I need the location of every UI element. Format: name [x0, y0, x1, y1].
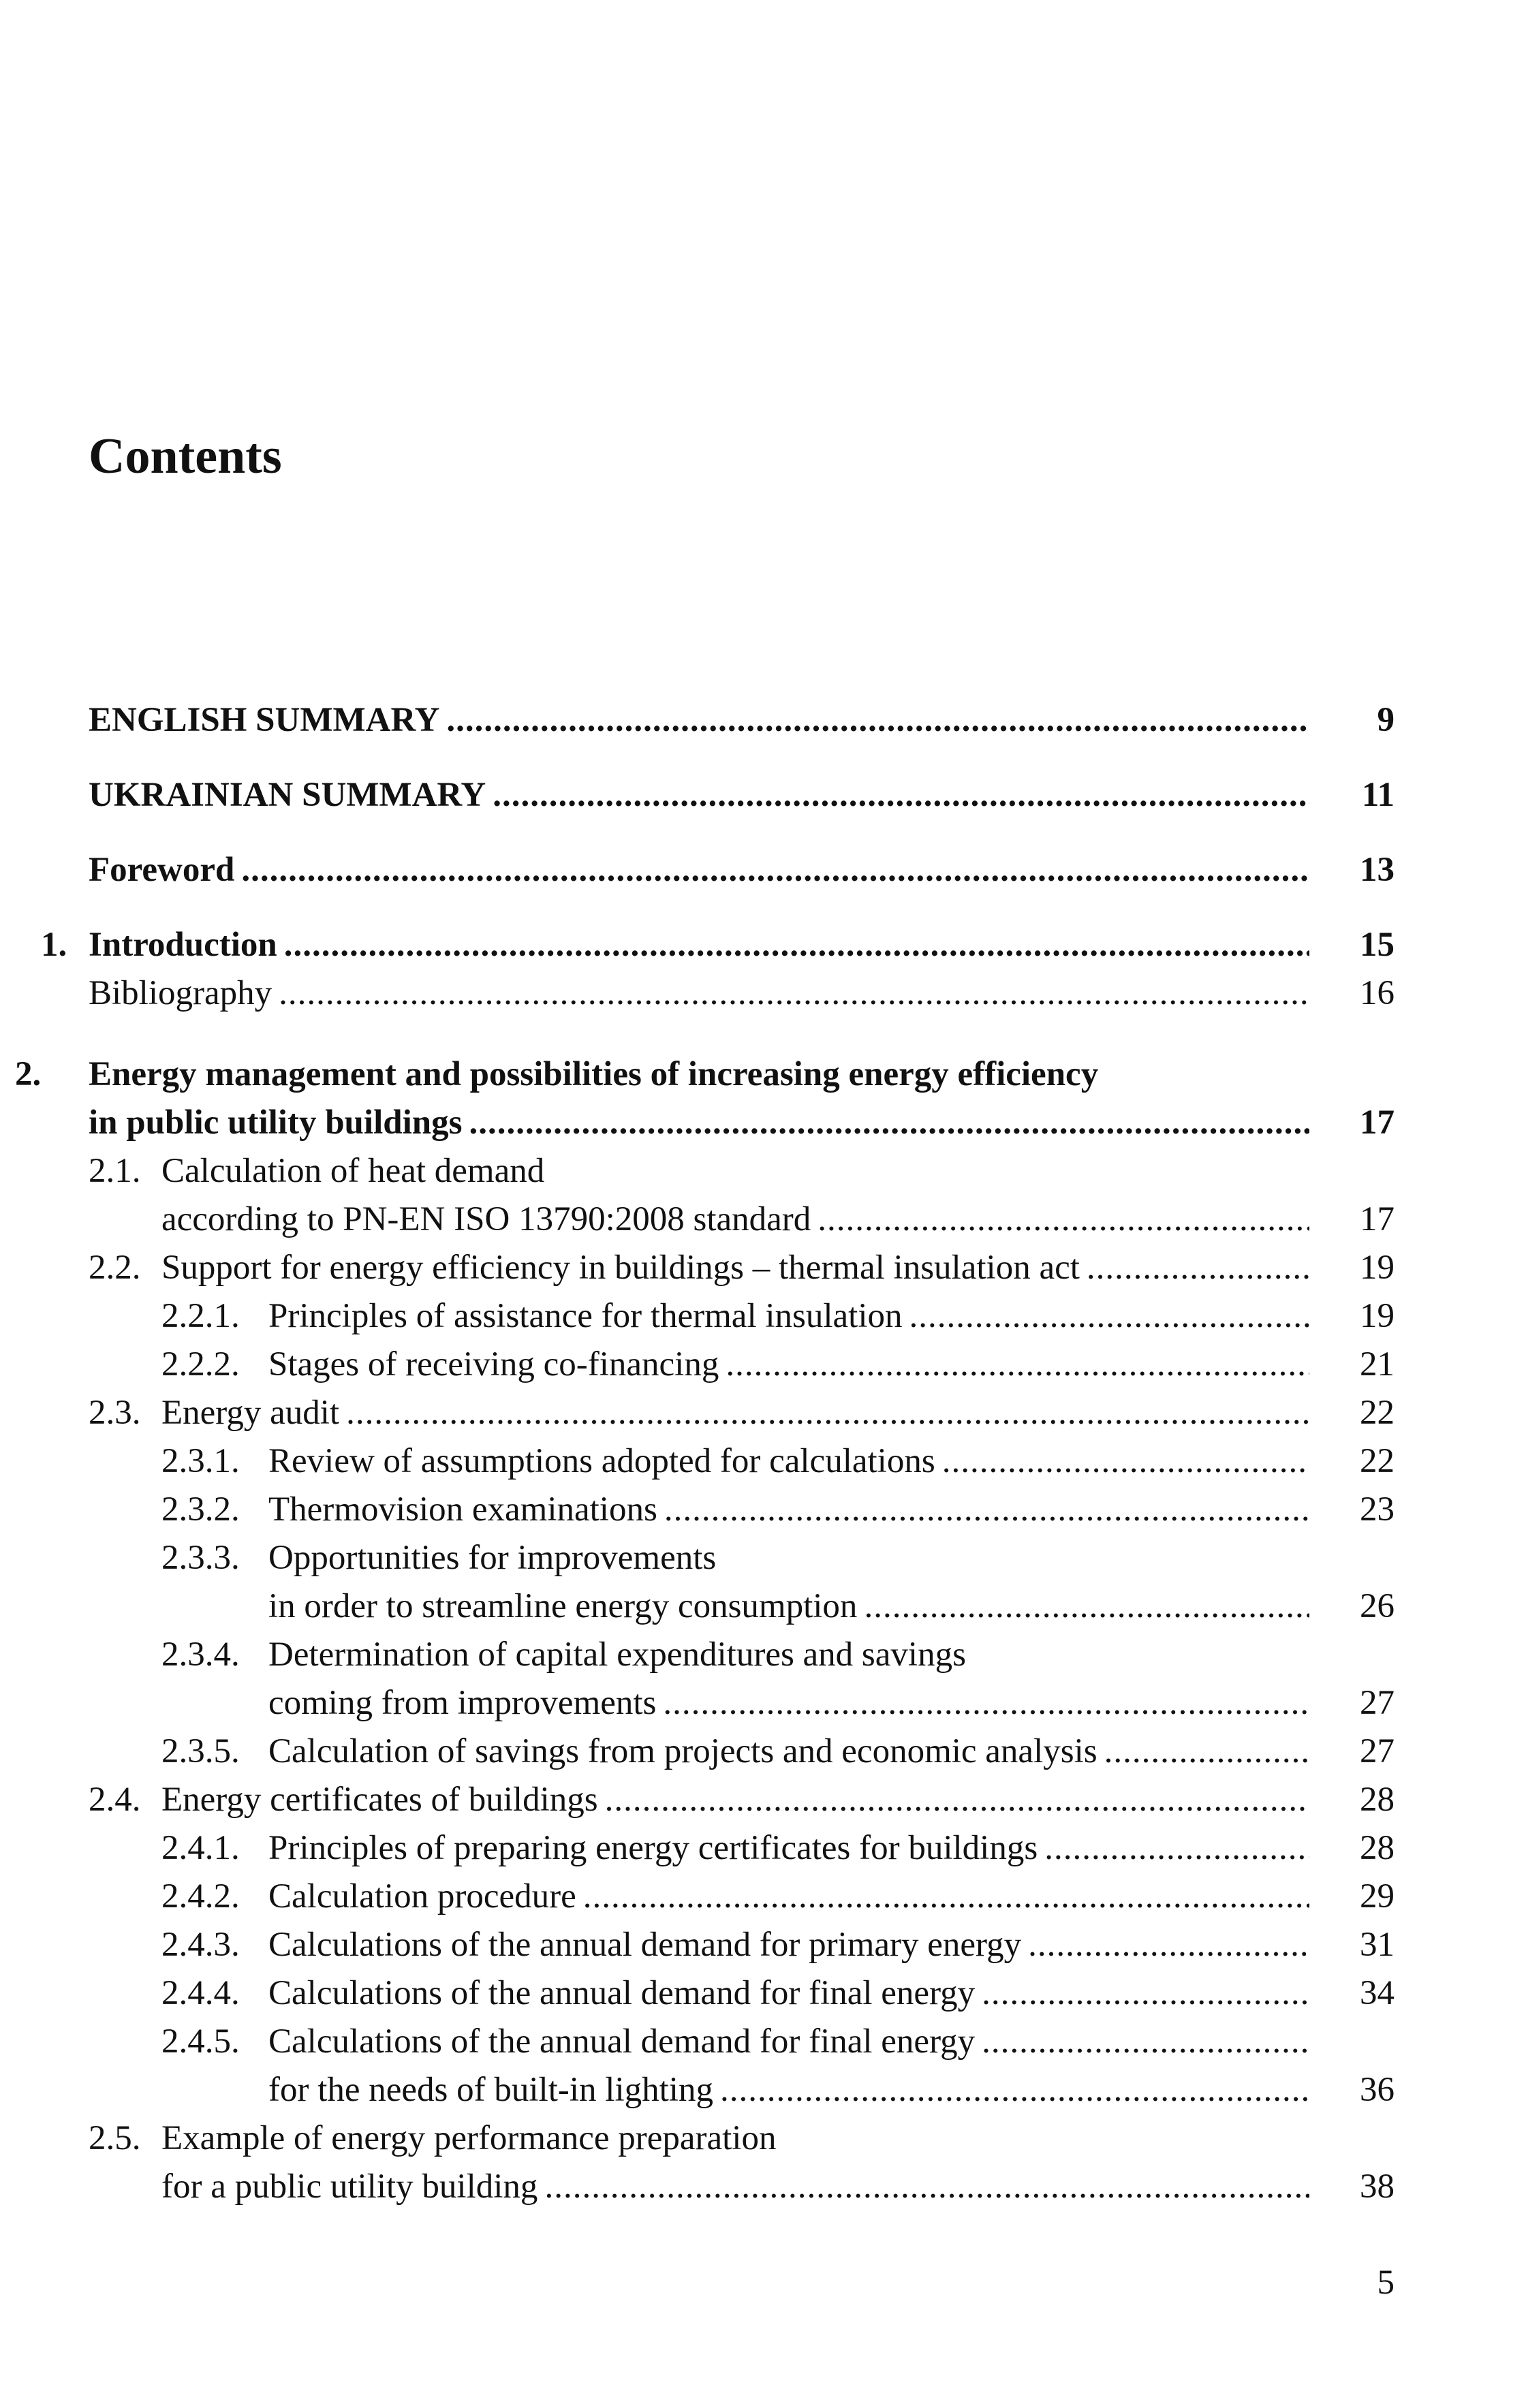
toc-line	[0, 1050, 1526, 1099]
toc-line	[0, 1727, 1526, 1776]
section-number: 2.3.4.	[161, 1636, 240, 1674]
toc-entry	[0, 2018, 1526, 2114]
section-number: 1.	[41, 926, 67, 964]
dot-leader	[469, 1099, 1310, 1147]
dot-leader	[446, 696, 1309, 745]
page-ref: 27	[1360, 1732, 1395, 1770]
page-ref: 19	[1360, 1297, 1395, 1335]
section-title: coming from improvements	[268, 1684, 657, 1722]
section-title: Calculation of savings from projects and economic analysis	[268, 1732, 1097, 1770]
toc-line	[0, 846, 1526, 894]
section-title: Energy certificates of buildings	[161, 1781, 598, 1819]
toc-entry	[0, 1969, 1526, 2018]
page-ref: 28	[1360, 1781, 1395, 1819]
section-number: 2.3.3.	[161, 1539, 240, 1577]
toc-entry	[0, 1631, 1526, 1727]
section-number: 2.2.2.	[161, 1345, 240, 1383]
section-title: Foreword	[89, 851, 235, 889]
page-ref: 22	[1360, 1394, 1395, 1432]
toc-line	[0, 1292, 1526, 1341]
page-ref: 9	[1377, 701, 1395, 739]
page-ref: 19	[1360, 1249, 1395, 1287]
toc-line	[0, 696, 1526, 745]
toc-line	[0, 1582, 1526, 1631]
section-title: according to PN-EN ISO 13790:2008 standard	[161, 1200, 811, 1238]
toc-entry	[0, 969, 1526, 1018]
section-title: Determination of capital expenditures and savings	[268, 1636, 966, 1674]
page-ref: 17	[1360, 1104, 1395, 1142]
section-title: for a public utility building	[161, 2168, 538, 2206]
section-number: 2.2.1.	[161, 1297, 240, 1335]
dot-leader	[493, 771, 1309, 819]
section-title: Calculations of the annual demand for primary energy	[268, 1926, 1022, 1964]
dot-leader	[346, 1389, 1309, 1437]
dot-leader	[583, 1873, 1309, 1921]
dot-leader	[720, 2066, 1309, 2114]
page-number: 5	[1377, 2264, 1395, 2302]
dot-leader	[663, 1679, 1309, 1727]
toc-entry	[0, 1776, 1526, 1824]
section-number: 2.4.5.	[161, 2022, 240, 2061]
toc-line	[0, 1534, 1526, 1582]
section-number: 2.4.	[89, 1781, 141, 1819]
dot-leader	[1104, 1727, 1309, 1776]
section-title: Thermovision examinations	[268, 1490, 657, 1529]
toc-line	[0, 1776, 1526, 1824]
section-title: ENGLISH SUMMARY	[89, 701, 440, 739]
page-ref: 21	[1360, 1345, 1395, 1383]
dot-leader	[942, 1437, 1309, 1486]
page-ref: 34	[1360, 1974, 1395, 2012]
section-number: 2.3.2.	[161, 1490, 240, 1529]
page-ref: 11	[1361, 776, 1395, 814]
toc-line	[0, 2114, 1526, 2163]
page-ref: 29	[1360, 1877, 1395, 1916]
section-number: 2.3.5.	[161, 1732, 240, 1770]
section-title: Support for energy efficiency in buildings – thermal insulation act	[161, 1249, 1080, 1287]
toc-entry	[0, 1534, 1526, 1631]
page-ref: 28	[1360, 1829, 1395, 1867]
section-title: in order to streamline energy consumption	[268, 1587, 858, 1625]
toc-line	[0, 1679, 1526, 1727]
toc-line	[0, 1389, 1526, 1437]
page-ref: 38	[1360, 2168, 1395, 2206]
toc-entry	[0, 1389, 1526, 1437]
page-ref: 15	[1360, 926, 1395, 964]
toc-line	[0, 921, 1526, 969]
dot-leader	[982, 1969, 1309, 2018]
page-ref: 22	[1360, 1442, 1395, 1480]
dot-leader	[864, 1582, 1309, 1631]
toc-entry	[0, 2114, 1526, 2211]
section-title: Review of assumptions adopted for calculations	[268, 1442, 935, 1480]
dot-leader	[982, 2018, 1309, 2066]
toc-line	[0, 1341, 1526, 1389]
dot-leader	[1044, 1824, 1309, 1873]
toc-line	[0, 1195, 1526, 1244]
toc-entry	[0, 1341, 1526, 1389]
page-ref: 36	[1360, 2071, 1395, 2109]
section-title: Principles of assistance for thermal insulation	[268, 1297, 903, 1335]
toc-line	[0, 1099, 1526, 1147]
toc-line	[0, 2018, 1526, 2066]
toc-line	[0, 1244, 1526, 1292]
section-number: 2.5.	[89, 2119, 141, 2157]
toc-line	[0, 1631, 1526, 1679]
dot-leader	[605, 1776, 1309, 1824]
page-ref: 31	[1360, 1926, 1395, 1964]
section-title: Bibliography	[89, 974, 272, 1012]
dot-leader	[544, 2163, 1309, 2211]
section-number: 2.1.	[89, 1152, 141, 1190]
dot-leader	[818, 1195, 1309, 1244]
dot-leader	[664, 1486, 1309, 1534]
page-ref: 17	[1360, 1200, 1395, 1238]
toc-entry	[0, 1873, 1526, 1921]
section-title: Principles of preparing energy certificates for buildings	[268, 1829, 1038, 1867]
toc-entry	[0, 1921, 1526, 1969]
section-number: 2.4.4.	[161, 1974, 240, 2012]
dot-leader	[1087, 1244, 1309, 1292]
section-number: 2.4.1.	[161, 1829, 240, 1867]
toc-entry	[0, 846, 1526, 894]
page-title: Contents	[89, 428, 282, 484]
toc-line	[0, 771, 1526, 819]
section-title: Calculation procedure	[268, 1877, 576, 1916]
toc-line	[0, 1824, 1526, 1873]
section-title: Example of energy performance preparation	[161, 2119, 777, 2157]
toc-entry	[0, 1824, 1526, 1873]
toc-entry	[0, 696, 1526, 745]
toc-line	[0, 2066, 1526, 2114]
toc-entry	[0, 1486, 1526, 1534]
dot-leader	[279, 969, 1309, 1018]
section-title: Energy management and possibilities of increasing energy efficiency	[89, 1055, 1099, 1093]
section-title: Energy audit	[161, 1394, 340, 1432]
toc-line	[0, 1921, 1526, 1969]
page-ref: 27	[1360, 1684, 1395, 1722]
toc-line	[0, 1437, 1526, 1486]
section-number: 2.3.	[89, 1394, 141, 1432]
section-title: Calculations of the annual demand for final energy	[268, 2022, 976, 2061]
toc-entry	[0, 771, 1526, 819]
section-title: Calculation of heat demand	[161, 1152, 545, 1190]
section-number: 2.2.	[89, 1249, 141, 1287]
toc-line	[0, 1873, 1526, 1921]
toc-entry	[0, 1050, 1526, 1147]
section-title: for the needs of built-in lighting	[268, 2071, 713, 2109]
dot-leader	[726, 1341, 1309, 1389]
dot-leader	[1028, 1921, 1309, 1969]
page-ref: 16	[1360, 974, 1395, 1012]
dot-leader	[284, 921, 1309, 969]
page-ref: 13	[1360, 851, 1395, 889]
section-number: 2.	[15, 1055, 42, 1093]
toc-entry	[0, 1727, 1526, 1776]
toc-entry	[0, 1147, 1526, 1244]
section-number: 2.3.1.	[161, 1442, 240, 1480]
section-number: 2.4.2.	[161, 1877, 240, 1916]
toc-line	[0, 1147, 1526, 1195]
toc-line	[0, 969, 1526, 1018]
dot-leader	[909, 1292, 1309, 1341]
section-title: Opportunities for improvements	[268, 1539, 717, 1577]
section-title: UKRAINIAN SUMMARY	[89, 776, 486, 814]
page-ref: 26	[1360, 1587, 1395, 1625]
dot-leader	[241, 846, 1309, 894]
section-title: Introduction	[89, 926, 277, 964]
toc-entry	[0, 921, 1526, 969]
section-title: in public utility buildings	[89, 1104, 463, 1142]
section-title: Stages of receiving co-financing	[268, 1345, 719, 1383]
toc-line	[0, 1969, 1526, 2018]
toc-entry	[0, 1292, 1526, 1341]
toc-line	[0, 2163, 1526, 2211]
section-number: 2.4.3.	[161, 1926, 240, 1964]
toc-entry	[0, 1244, 1526, 1292]
page-ref: 23	[1360, 1490, 1395, 1529]
toc-entry	[0, 1437, 1526, 1486]
toc-line	[0, 1486, 1526, 1534]
section-title: Calculations of the annual demand for final energy	[268, 1974, 976, 2012]
table-of-contents	[0, 696, 1526, 2211]
